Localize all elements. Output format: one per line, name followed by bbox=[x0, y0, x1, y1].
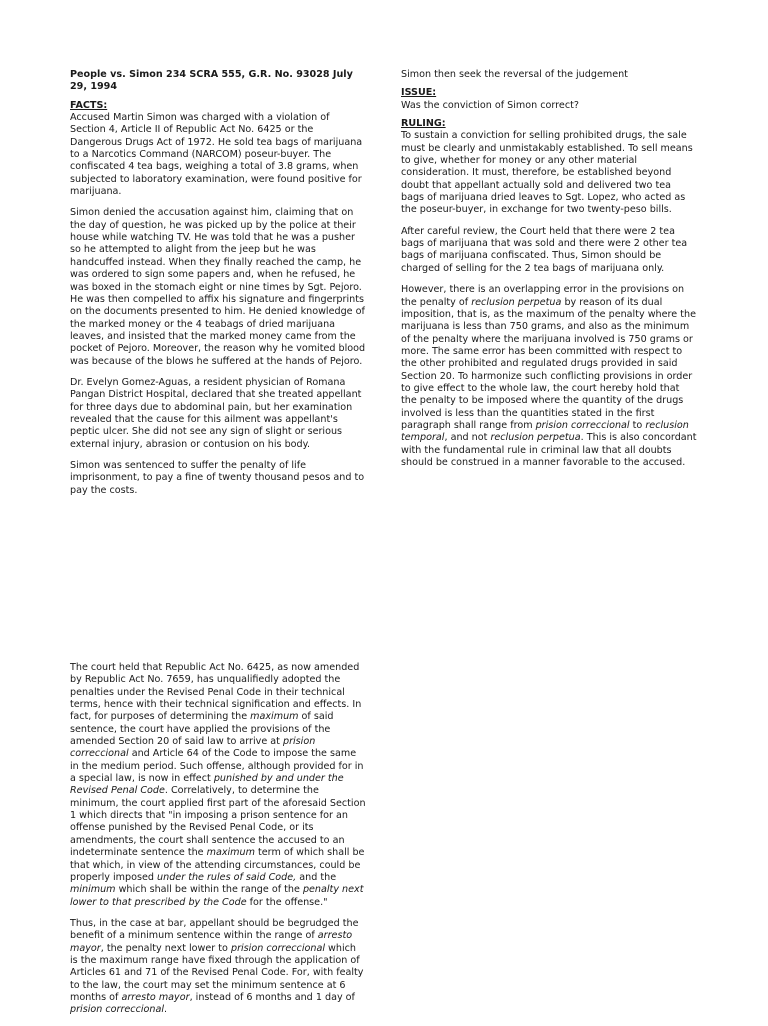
facts-heading: FACTS: bbox=[70, 99, 108, 111]
facts-paragraph-2: Simon denied the accusation against him, claiming that on the day of question, he was picked up by the police at their house while watching TV. He was told that he was a pusher so he attempted to alight from the jeep but he was handcuffed instead. When they finally reached the camp, he was ordered to sign some papers and, when he refused, he was boxed in the stomach eight or nine times by Sgt. Pejoro. He was then compelled to affix his signature and fingerprints on the documents presented to him. He denied knowledge of the marked money or the 4 teabags of dried marijuana leaves, and insisted that the marked money came from the pocket of Pejoro. Moreover, the reason why he vomited blood was because of the blows he suffered at the hands of Pejoro. bbox=[70, 207, 366, 367]
ruling-paragraph-4: The court held that Republic Act No. 6425, as now amended by Republic Act No. 7659, has unqualifiedly adopted the penalties under the Revised Penal Code in their technical terms, hence with their technical signification and effects. In fact, for purposes of determining the maximum of said sentence, the court have applied the provisions of the amended Section 20 of said law to arrive at prision correccional and Article 64 of the Code to impose the same in the medium period. Such offense, although provided for in a special law, is now in effect punished by and under the Revised Penal Code. Correlatively, to determine the minimum, the court applied first part of the aforesaid Section 1 which directs that "in imposing a prison sentence for an offense punished by the Revised Penal Code, or its amendments, the court shall sentence the accused to an indeterminate sentence the maximum term of which shall be that which, in view of the attending circumstances, could be properly imposed under the rules of said Code, and the minimum which shall be within the range of the penalty next lower to that prescribed by the Code for the offense." bbox=[70, 662, 366, 908]
issue-heading: ISSUE: bbox=[401, 87, 437, 99]
intro-line: Simon then seek the reversal of the judgement bbox=[401, 69, 628, 80]
ruling-paragraph-3: However, there is an overlapping error in the provisions on the penalty of reclusion perpetua by reason of its dual imposition, that is, as the maximum of the penalty where the marijuana is less than 750 grams, and also as the minimum of the penalty where the marijuana involved is 750 grams or more. The same error has been committed with respect to the other prohibited and regulated drugs provided in said Section 20. To harmonize such conflicting provisions in order to give effect to the whole law, the court hereby hold that the penalty to be imposed where the quantity of the drugs involved is less than the quantities stated in the first paragraph shall range from prision correccional to reclusion temporal, and not reclusion perpetua. This is also concordant with the fundamental rule in criminal law that all doubts should be construed in a manner favorable to the accused. bbox=[401, 284, 697, 468]
facts-paragraph-4: Simon was sentenced to suffer the penalty of life imprisonment, to pay a fine of twenty thousand pesos and to pay the costs. bbox=[70, 459, 365, 496]
ruling-paragraph-2: After careful review, the Court held that there were 2 tea bags of marijuana that was sold and there were 2 other tea bags of marijuana confiscated. Thus, Simon should be charged of selling for the 2 tea bags of marijuana only. bbox=[401, 225, 688, 274]
ruling-heading: RULING: bbox=[401, 118, 446, 130]
facts-paragraph-1: Accused Martin Simon was charged with a violation of Section 4, Article II of Republic Act No. 6425 or the Dangerous Drugs Act of 1972. He sold tea bags of marijuana to a Narcotics Command (NARCOM) poseur-buyer. The confiscated 4 tea bags, weighing a total of 3.8 grams, when subjected to laboratory examination, were found positive for marijuana. bbox=[70, 112, 363, 198]
facts-paragraph-3: Dr. Evelyn Gomez-Aguas, a resident physician of Romana Pangan District Hospital, declared that she treated appellant for three days due to abdominal pain, but her examination revealed that the cause for this ailment was appellant's peptic ulcer. She did not see any sign of slight or serious external injury, abrasion or contusion on his body. bbox=[70, 376, 362, 450]
left-column-bottom bbox=[70, 662, 366, 1026]
right-column-top bbox=[401, 69, 697, 478]
ruling-paragraph-5: Thus, in the case at bar, appellant should be begrudged the benefit of a minimum sentence within the range of arresto mayor, the penalty next lower to prision correccional which is the maximum range have fixed through the application of Articles 61 and 71 of the Revised Penal Code. For, with fealty to the law, the court may set the minimum sentence at 6 months of arresto mayor, instead of 6 months and 1 day of prision correccional. bbox=[70, 917, 364, 1016]
ruling-paragraph-1: To sustain a conviction for selling prohibited drugs, the sale must be clearly and unmistakably established. To sell means to give, whether for money or any other material consideration. It must, therefore, be established beyond doubt that appellant actually sold and delivered two tea bags of marijuana dried leaves to Sgt. Lopez, who acted as the poseur-buyer, in exchange for two twenty-peso bills. bbox=[401, 130, 693, 216]
left-column-top bbox=[70, 69, 366, 506]
issue-text: Was the conviction of Simon correct? bbox=[401, 99, 579, 111]
case-title: People vs. Simon 234 SCRA 555, G.R. No. 93028 July 29, 1994 bbox=[70, 69, 353, 93]
